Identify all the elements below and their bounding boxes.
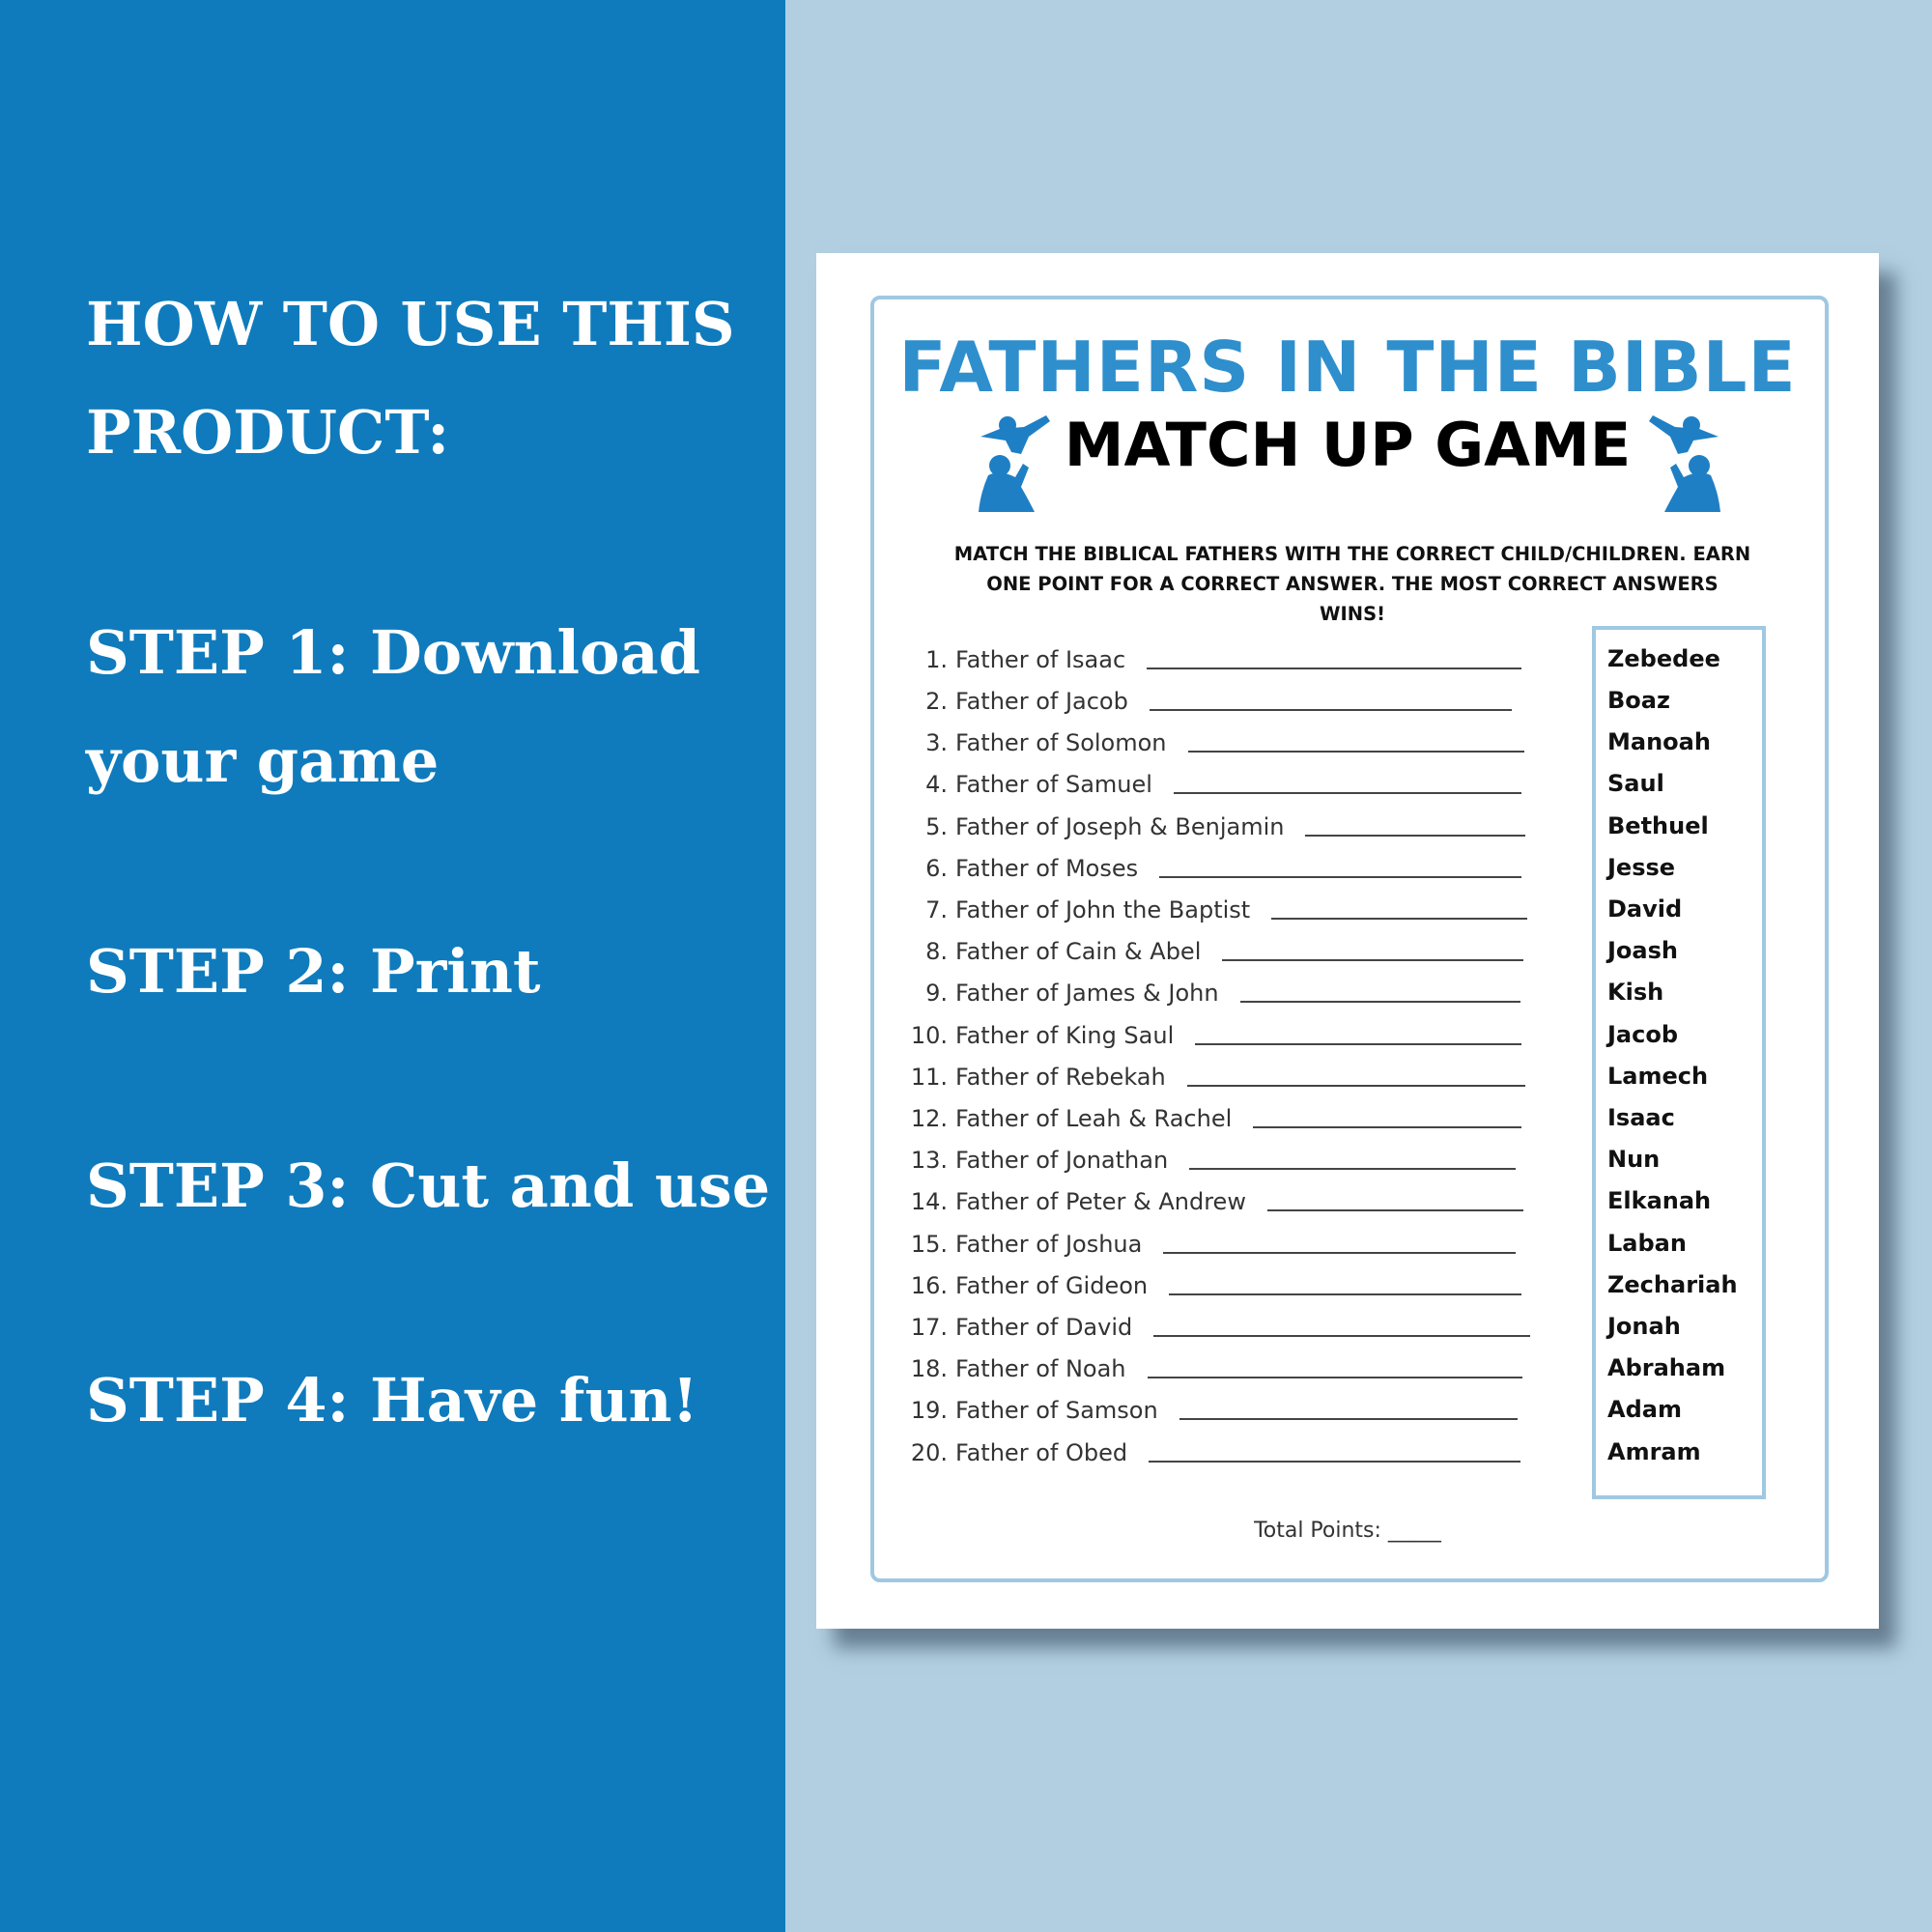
question-label: Father of Samuel: [955, 770, 1152, 798]
answer-blank[interactable]: [1169, 1276, 1521, 1295]
question-label: Father of Obed: [955, 1438, 1128, 1466]
question-label: Father of Jacob: [955, 687, 1128, 715]
sheet-title: FATHERS IN THE BIBLE: [898, 327, 1797, 408]
how-to-heading: HOW TO USE THIS PRODUCT:: [86, 289, 735, 468]
question-number: 15.: [910, 1230, 948, 1258]
answer-item: Manoah: [1607, 728, 1711, 755]
question-number: 12.: [910, 1104, 948, 1132]
answer-item: Jesse: [1607, 854, 1676, 881]
step-1-text: STEP 1: Download your game: [86, 617, 700, 796]
question-label: Father of Gideon: [955, 1271, 1149, 1299]
question-number: 2.: [925, 687, 948, 715]
answer-blank[interactable]: [1222, 942, 1523, 961]
printable-sheet: [816, 253, 1879, 1629]
answer-item: Adam: [1607, 1396, 1682, 1423]
instructions-line-2: ONE POINT FOR A CORRECT ANSWER. THE MOST CORRECT ANSWERS WINS!: [986, 573, 1719, 625]
total-points-label: Total Points: _____: [1254, 1519, 1441, 1543]
question-label: Father of Joshua: [955, 1230, 1143, 1258]
sheet-subtitle: MATCH UP GAME: [1064, 410, 1632, 480]
question-label: Father of Samson: [955, 1396, 1158, 1424]
question-label: Father of Cain & Abel: [955, 937, 1202, 965]
answer-item: Nun: [1607, 1146, 1661, 1173]
step-2-text: STEP 2: Print: [86, 936, 541, 1007]
question-label: Father of Rebekah: [955, 1063, 1166, 1091]
answer-item: David: [1607, 895, 1683, 923]
answer-blank[interactable]: [1147, 650, 1521, 669]
question-number: 19.: [910, 1396, 948, 1424]
question-number: 6.: [925, 854, 948, 882]
answer-item: Elkanah: [1607, 1187, 1712, 1214]
question-label: Father of Peter & Andrew: [955, 1187, 1246, 1215]
question-label: Father of Joseph & Benjamin: [955, 812, 1285, 840]
question-label: Father of James & John: [955, 979, 1219, 1007]
question-label: Father of Leah & Rachel: [955, 1104, 1233, 1132]
game-instructions: [952, 539, 1753, 629]
question-number: 16.: [910, 1271, 948, 1299]
answer-item: Zechariah: [1607, 1271, 1738, 1298]
answer-blank[interactable]: [1267, 1192, 1523, 1211]
question-label: Father of Noah: [955, 1354, 1126, 1382]
answer-blank[interactable]: [1149, 1443, 1520, 1463]
question-label: Father of Moses: [955, 854, 1139, 882]
answer-blank[interactable]: [1240, 983, 1520, 1003]
question-label: Father of Isaac: [955, 645, 1126, 673]
answer-blank[interactable]: [1253, 1109, 1521, 1128]
answer-item: Jonah: [1607, 1313, 1681, 1340]
step-3-text: STEP 3: Cut and use: [86, 1151, 771, 1221]
answer-blank[interactable]: [1163, 1235, 1516, 1254]
answer-blank[interactable]: [1150, 692, 1512, 711]
answer-item: Jacob: [1607, 1021, 1679, 1048]
answer-item: Laban: [1607, 1230, 1687, 1257]
question-number: 3.: [925, 728, 948, 756]
question-label: Father of Jonathan: [955, 1146, 1169, 1174]
step-4-text: STEP 4: Have fun!: [86, 1365, 698, 1435]
instructions-line-1: MATCH THE BIBLICAL FATHERS WITH THE CORRECT CHILD/CHILDREN. EARN: [953, 543, 1751, 565]
question-number: 8.: [925, 937, 948, 965]
question-number: 18.: [910, 1354, 948, 1382]
answer-blank[interactable]: [1159, 859, 1521, 878]
answer-blank[interactable]: [1179, 1401, 1518, 1420]
answer-item: Isaac: [1607, 1104, 1675, 1131]
question-number: 10.: [910, 1021, 948, 1049]
answer-item: Joash: [1607, 937, 1678, 964]
question-number: 4.: [925, 770, 948, 798]
question-label: Father of David: [955, 1313, 1133, 1341]
question-number: 14.: [910, 1187, 948, 1215]
answer-blank[interactable]: [1271, 900, 1527, 920]
question-number: 17.: [910, 1313, 948, 1341]
answer-item: Zebedee: [1607, 645, 1720, 672]
answer-blank[interactable]: [1174, 775, 1521, 794]
question-label: Father of John the Baptist: [955, 895, 1251, 923]
answer-blank[interactable]: [1195, 1026, 1521, 1045]
question-number: 5.: [925, 812, 948, 840]
answer-item: Abraham: [1607, 1354, 1726, 1381]
question-label: Father of King Saul: [955, 1021, 1175, 1049]
answer-bank: [1592, 626, 1766, 1499]
answer-item: Boaz: [1607, 687, 1670, 714]
question-number: 9.: [925, 979, 948, 1007]
answer-blank[interactable]: [1305, 817, 1525, 837]
question-label: Father of Solomon: [955, 728, 1167, 756]
answer-blank[interactable]: [1189, 1151, 1516, 1170]
question-number: 20.: [910, 1438, 948, 1466]
answer-blank[interactable]: [1188, 733, 1524, 753]
question-number: 13.: [910, 1146, 948, 1174]
answer-item: Kish: [1607, 979, 1664, 1006]
answer-item: Amram: [1607, 1438, 1701, 1465]
question-number: 7.: [925, 895, 948, 923]
answer-blank[interactable]: [1153, 1318, 1530, 1337]
instructions-panel: [0, 0, 785, 1932]
answer-item: Bethuel: [1607, 812, 1709, 839]
answer-item: Lamech: [1607, 1063, 1709, 1090]
answer-blank[interactable]: [1187, 1067, 1525, 1087]
question-number: 1.: [925, 645, 948, 673]
question-number: 11.: [910, 1063, 948, 1091]
answer-item: Saul: [1607, 770, 1664, 797]
answer-blank[interactable]: [1148, 1359, 1522, 1378]
